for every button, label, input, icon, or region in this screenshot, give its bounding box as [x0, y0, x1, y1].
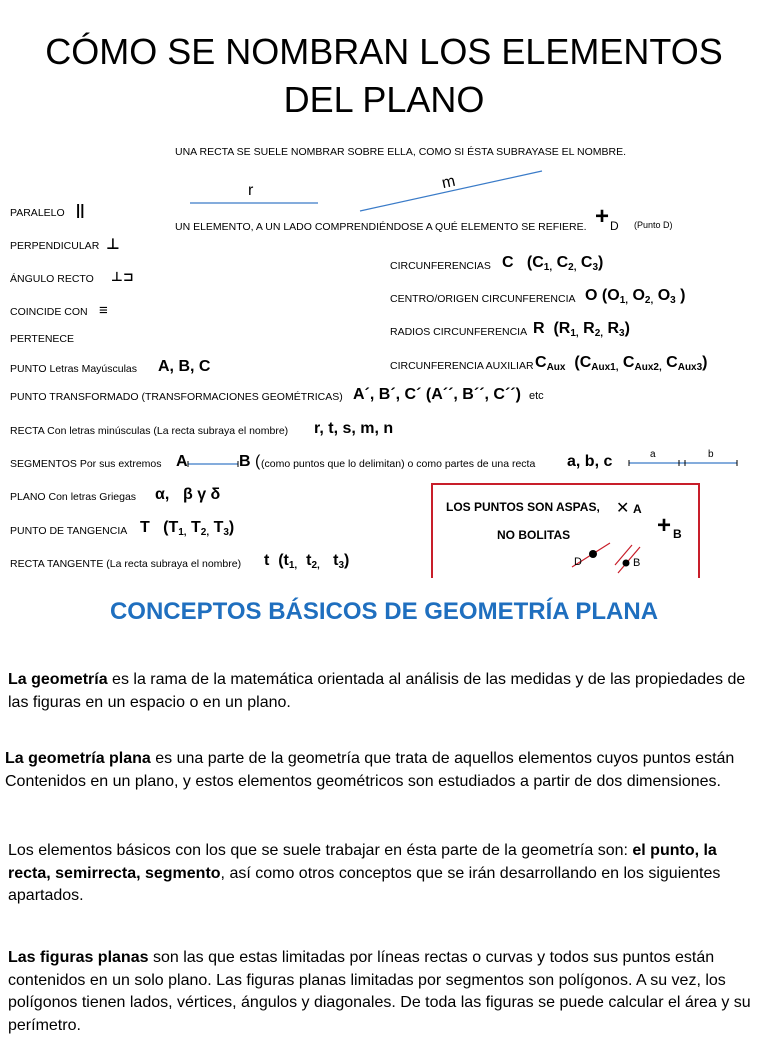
segment-b-label: b	[708, 449, 714, 460]
aux-value: $C_{Aux}$ ($C_{Aux1,}$ $C_{Aux2,}$ $C_{Aux3}$)	[535, 354, 708, 373]
tangente-label: RECTA TANGENTE (La recta subraya el nombre)	[10, 558, 242, 570]
box-point-b-small: B	[633, 557, 641, 569]
paragraph-elementos: Los elementos básicos con los que se suele trabajar en ésta parte de la geometría son: el punto, la recta, semirrecta, segmento, así como otros conceptos que se irán desarrollando en los siguientes apartados.	[8, 842, 721, 904]
page-title-line2: DEL PLANO	[283, 79, 485, 120]
segmentos-point-b: B	[239, 453, 251, 470]
box-point-a: A	[633, 502, 642, 516]
radios-value: R ($R_{1,}$ $R_{2,}$ $R_3$)	[533, 320, 630, 339]
punto-label: PUNTO Letras Mayúsculas	[10, 363, 138, 375]
box-line1: LOS PUNTOS SON ASPAS,	[446, 500, 600, 514]
paragraph-figuras-planas: Las figuras planas son las que estas limitadas por líneas rectas o curvas y todos sus puntos están contenidos en un solo plano. Las figuras planas limitadas por segmentos son polígonos. A su vez, los polígonos tienen lados, vértices, ángulos y diagonales. De toda las figuras se puede calcular el área y su perímetro.	[8, 949, 751, 1034]
tangente-value: t ($t_{1,}$ $t_{2,}$ $t_3$)	[264, 552, 350, 571]
line-m-label: m	[440, 172, 457, 193]
punto-value: A, B, C	[158, 358, 211, 375]
punto-transformado-suffix: etc	[529, 390, 544, 402]
centro-value: O ($O_{1,}$ $O_{2,}$ $O_3$ )	[585, 287, 686, 306]
segmentos-mid: (como puntos que lo delimitan) o como partes de una recta	[261, 458, 536, 470]
centro-label: CENTRO/ORIGEN CIRCUNFERENCIA	[390, 293, 576, 305]
pertenece-label: PERTENECE	[10, 333, 74, 345]
plano-label: PLANO Con letras Griegas	[10, 491, 137, 503]
paragraph-geometria-plana: La geometría plana es una parte de la geometría que trata de aquellos elementos cuyos puntos están Contenidos en un plano, y estos elementos geométricos son estudiados a partir de dos dimensiones.	[5, 750, 735, 790]
point-d-letter: D	[610, 219, 619, 233]
tangencia-value: T ($T_{1,}$ $T_{2,}$ $T_3$)	[140, 519, 235, 538]
box-line2: NO BOLITAS	[497, 528, 571, 542]
angulo-recto-label: ÁNGULO RECTO	[10, 273, 94, 285]
perpendicular-symbol: ⊥	[106, 236, 120, 253]
paralelo-label: PARALELO	[10, 207, 65, 219]
subtitle: UNA RECTA SE SUELE NOMBRAR SOBRE ELLA, COMO SI ÉSTA SUBRAYASE EL NOMBRE.	[175, 146, 627, 158]
recta-label: RECTA Con letras minúsculas (La recta subraya el nombre)	[10, 425, 289, 437]
point-d-cross: +	[595, 203, 610, 230]
paragraph-geometria: La geometría es la rama de la matemática orientada al análisis de las medidas y de las propiedades de las figuras en un espacio o en un plano.	[8, 671, 746, 711]
paralelo-symbol: ||	[76, 202, 85, 219]
angulo-recto-symbol: ⊥⊐	[111, 269, 134, 284]
named-lines-figure	[0, 0, 768, 220]
radios-label: RADIOS CIRCUNFERENCIA	[390, 326, 528, 338]
point-d-caption: (Punto D)	[634, 220, 673, 230]
recta-value: r, t, s, m, n	[314, 420, 394, 437]
segmentos-point-a: A	[176, 453, 188, 470]
coincide-label: COINCIDE CON	[10, 306, 88, 318]
segmentos-label: SEGMENTOS Por sus extremos	[10, 458, 162, 470]
concepts-heading: CONCEPTOS BÁSICOS DE GEOMETRÍA PLANA	[109, 598, 659, 625]
plano-value-alpha: α,	[155, 486, 170, 503]
segment-a-label: a	[650, 449, 656, 460]
aux-label: CIRCUNFERENCIA AUXILIAR	[390, 360, 534, 372]
punto-transformado-value: A´, B´, C´ (A´´, B´´, C´´)	[353, 386, 521, 403]
page-title-line1: CÓMO SE NOMBRAN LOS ELEMENTOS	[45, 31, 723, 72]
cross-icon: ✕	[616, 500, 630, 517]
punto-transformado-label: PUNTO TRANSFORMADO (TRANSFORMACIONES GEOMÉTRICAS)	[10, 391, 343, 403]
circ-label: CIRCUNFERENCIAS	[390, 260, 491, 272]
box-point-b: B	[673, 527, 682, 541]
circ-value: C ($C_{1,}$ $C_{2,}$ $C_3$)	[502, 254, 604, 273]
element-note: UN ELEMENTO, A UN LADO COMPRENDIÉNDOSE A QUÉ ELEMENTO SE REFIERE.	[175, 221, 587, 233]
segmentos-value: a, b, c	[567, 453, 613, 470]
box-point-d-small: D	[574, 556, 582, 568]
coincide-symbol: ≡	[99, 302, 108, 319]
plano-value-greek: β γ δ	[183, 486, 221, 503]
perpendicular-label: PERPENDICULAR	[10, 240, 100, 252]
tangencia-label: PUNTO DE TANGENCIA	[10, 525, 128, 537]
line-r-label: r	[248, 182, 254, 199]
plus-icon: +	[657, 512, 672, 539]
segment-ab-figure	[186, 455, 246, 475]
segment-parts-figure	[627, 450, 747, 474]
